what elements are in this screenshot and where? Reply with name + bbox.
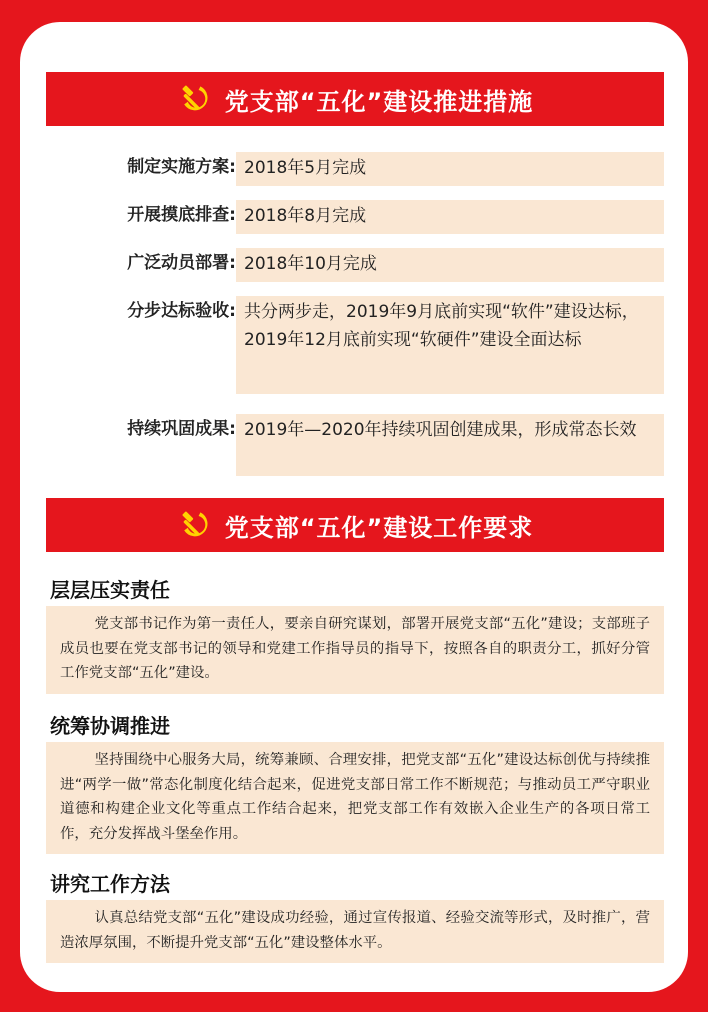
hammer-sickle-icon [177, 81, 213, 117]
requirement-text: 认真总结党支部“五化”建设成功经验，通过宣传报道、经验交流等形式，及时推广，营造浓厚氛围，不断提升党支部“五化”建设整体水平。 [46, 900, 664, 963]
measure-label: 开展摸底排查: [127, 205, 236, 225]
hammer-sickle-icon [177, 507, 213, 543]
measure-row [46, 248, 664, 282]
section-banner-requirements [46, 498, 664, 552]
section-banner-measures [46, 72, 664, 126]
measure-value: 2018年8月完成 [236, 200, 664, 234]
measure-value: 2018年5月完成 [236, 152, 664, 186]
section-title: 党支部“五化”建设推进措施 [224, 87, 534, 116]
measure-row [46, 296, 664, 394]
poster-card [20, 22, 688, 992]
requirement-heading: 层层压实责任 [50, 578, 170, 602]
measure-label: 广泛动员部署: [127, 253, 236, 273]
requirement-text: 党支部书记作为第一责任人，要亲自研究谋划，部署开展党支部“五化”建设；支部班子成员也要在党支部书记的领导和党建工作指导员的指导下，按照各自的职责分工，抓好分管工作党支部“五化”建设。 [46, 606, 664, 694]
measure-label: 分步达标验收: [127, 301, 236, 321]
measure-label: 持续巩固成果: [127, 419, 236, 439]
measure-row [46, 200, 664, 234]
requirement-heading: 讲究工作方法 [50, 872, 170, 896]
measure-value: 共分两步走，2019年9月底前实现“软件”建设达标，2019年12月底前实现“软硬件”建设全面达标 [236, 296, 664, 394]
measure-value: 2019年—2020年持续巩固创建成果，形成常态长效 [236, 414, 664, 476]
measure-row [46, 152, 664, 186]
requirement-heading: 统筹协调推进 [50, 714, 170, 738]
measure-value: 2018年10月完成 [236, 248, 664, 282]
requirement-text: 坚持围绕中心服务大局，统筹兼顾、合理安排，把党支部“五化”建设达标创优与持续推进“两学一做”常态化制度化结合起来，促进党支部日常工作不断规范；与推动员工严守职业道德和构建企业文化等重点工作结合起来，把党支部工作有效嵌入企业生产的各项日常工作，充分发挥战斗堡垒作用。 [46, 742, 664, 854]
measure-label: 制定实施方案: [127, 157, 236, 177]
measure-row [46, 414, 664, 476]
section-title: 党支部“五化”建设工作要求 [224, 513, 534, 542]
